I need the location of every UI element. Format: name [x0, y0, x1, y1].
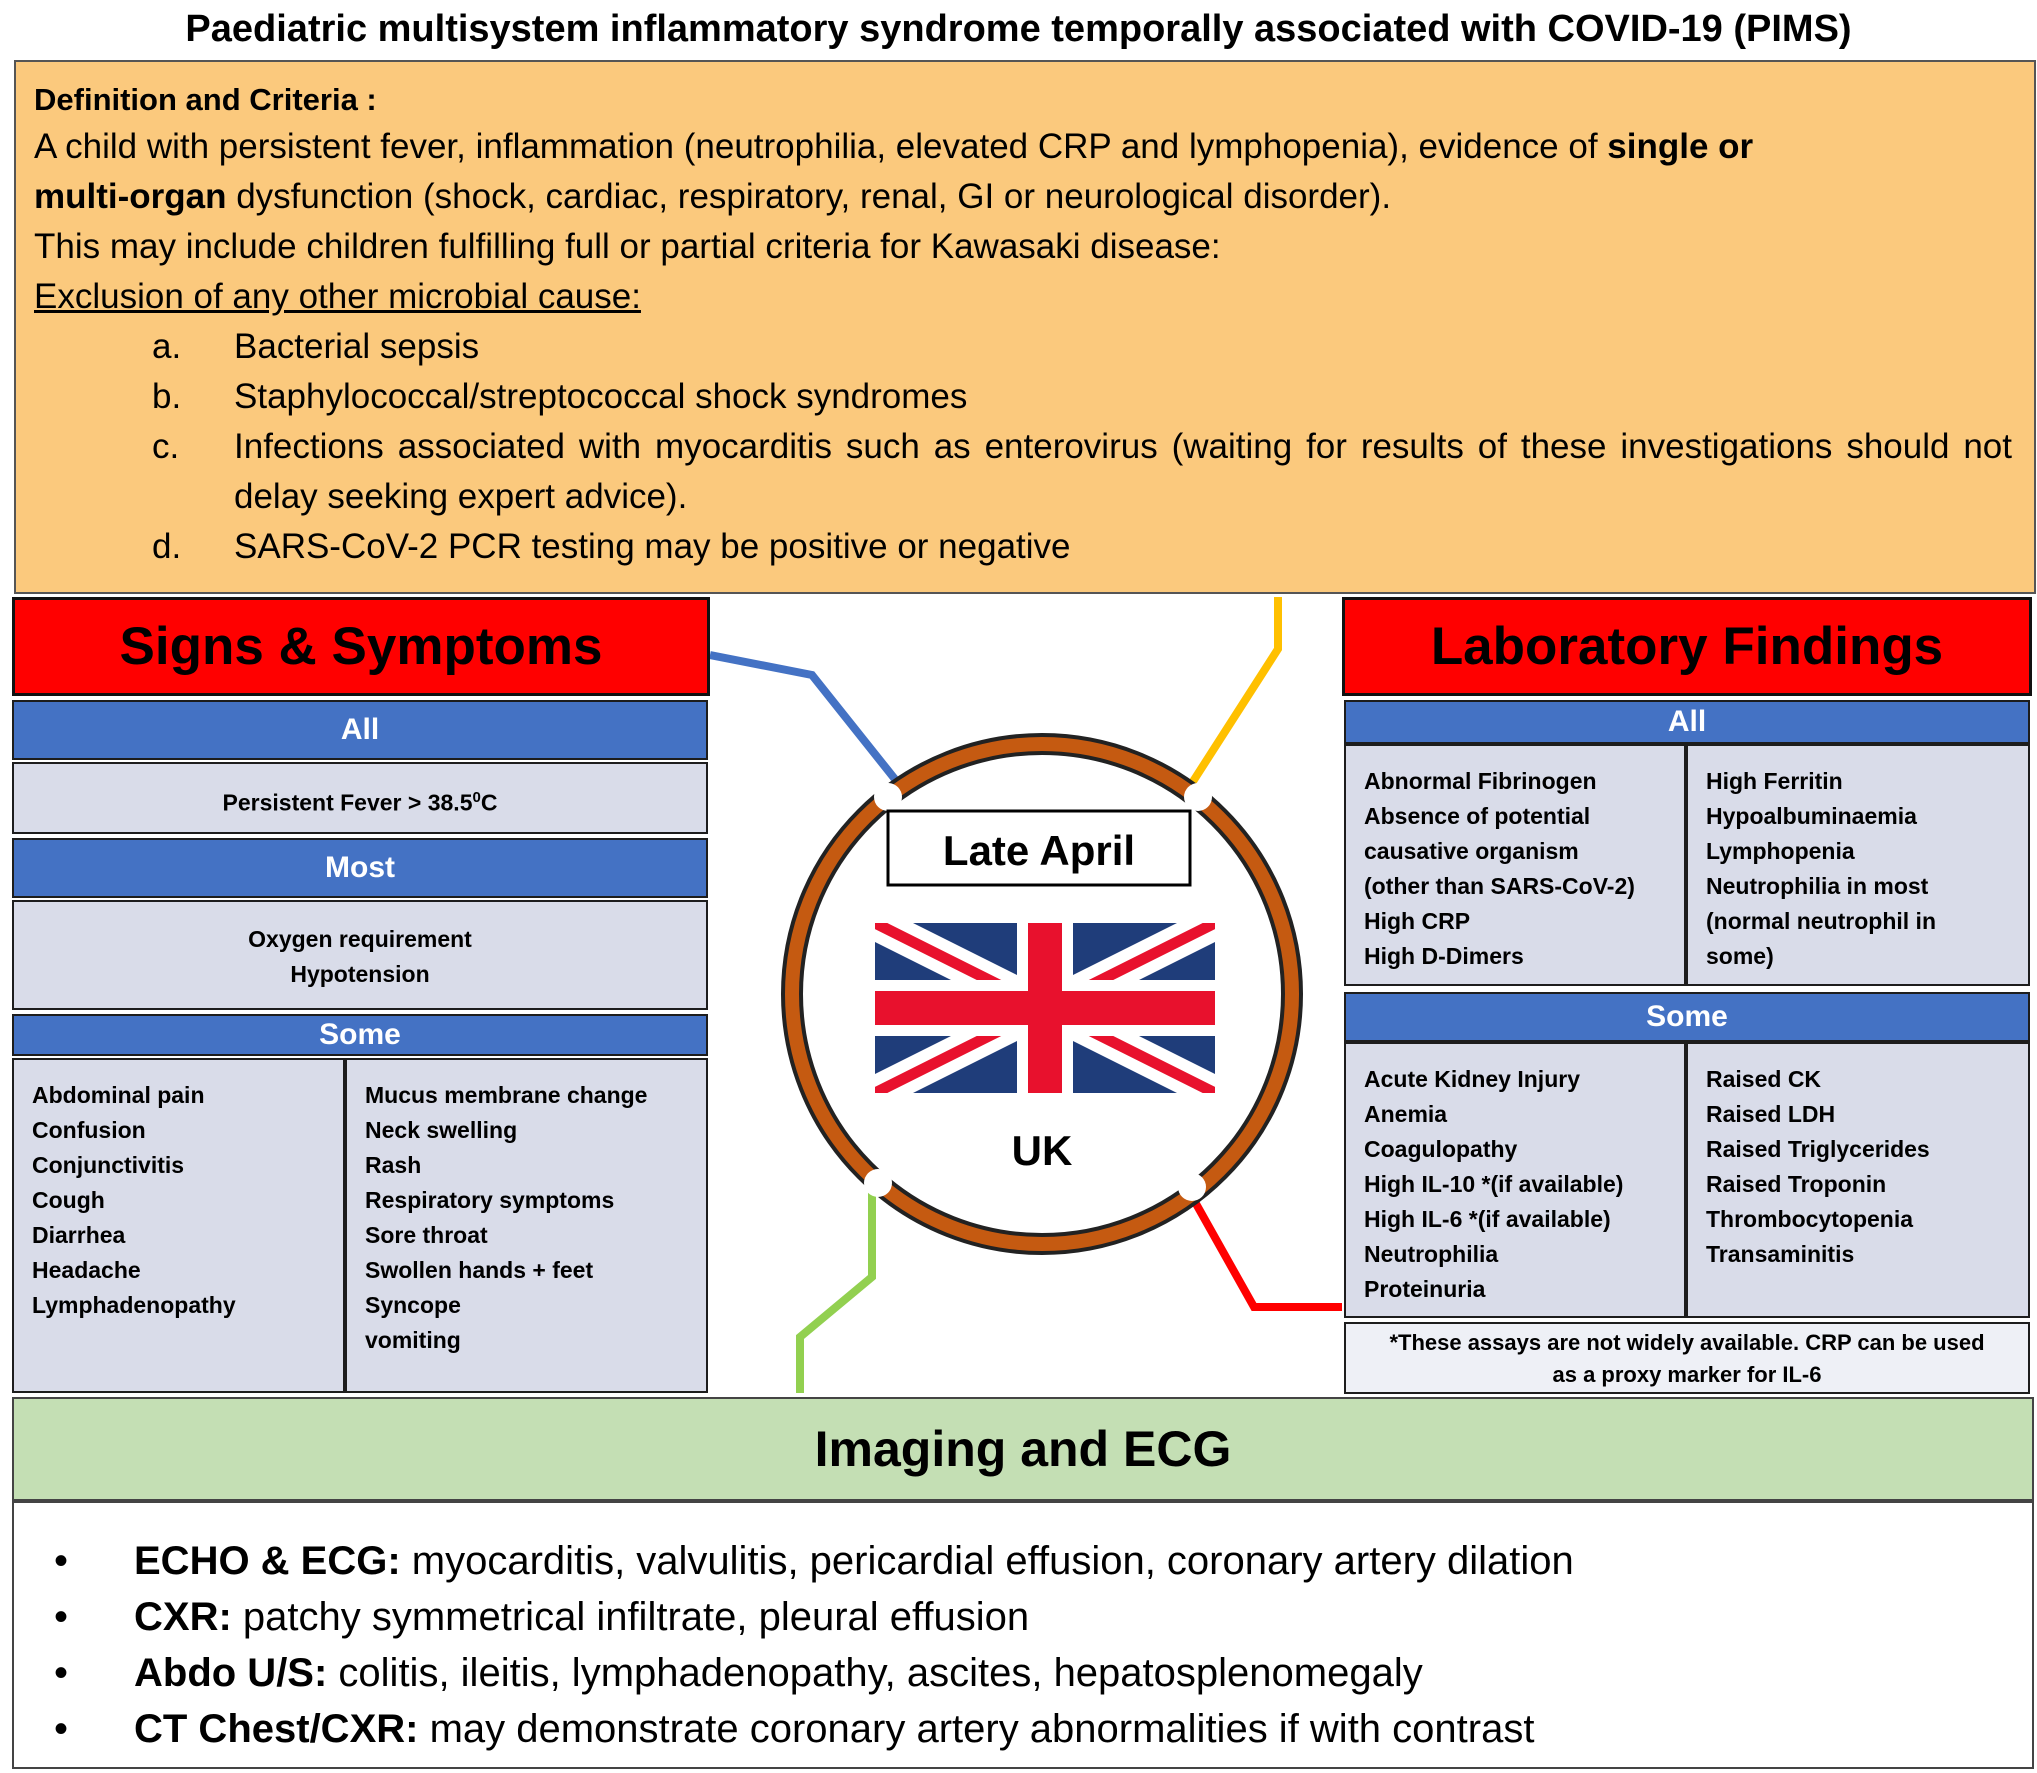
- list-item: Anemia: [1364, 1101, 1448, 1127]
- list-item: some): [1706, 943, 1774, 969]
- list-item: Headache: [32, 1257, 141, 1283]
- list-item: Abnormal Fibrinogen: [1364, 768, 1597, 794]
- lab-all-col1: [1344, 744, 1686, 986]
- list-item: causative organism: [1364, 838, 1579, 864]
- list-item: Raised Troponin: [1706, 1171, 1887, 1197]
- list-item: Lymphopenia: [1706, 838, 1855, 864]
- lab-findings-title: Laboratory Findings: [1342, 597, 2032, 696]
- imaging-item: • CT Chest/CXR: may demonstrate coronary artery abnormalities if with contrast: [54, 1707, 1535, 1751]
- lab-some-header: Some: [1344, 992, 2030, 1042]
- definition-bold-multi: multi-organ: [34, 177, 227, 216]
- list-item: Neck swelling: [365, 1117, 518, 1143]
- list-item: High CRP: [1364, 908, 1471, 934]
- criteria-item: d. SARS-CoV-2 PCR testing may be positive or negative: [152, 527, 1071, 566]
- definition-text: [34, 122, 2012, 222]
- signs-all-header: All: [12, 700, 708, 760]
- list-item: Sore throat: [365, 1222, 488, 1248]
- list-item: vomiting: [365, 1327, 461, 1353]
- signs-symptoms-title: Signs & Symptoms: [12, 597, 710, 696]
- definition-line1: A child with persistent fever, inflammation (neutrophilia, elevated CRP and lymphopenia), evidence of: [34, 127, 1608, 166]
- list-item: High Ferritin: [1706, 768, 1843, 794]
- signs-most-item: Hypotension: [290, 961, 430, 987]
- criteria-list: [34, 322, 2012, 572]
- list-item: Diarrhea: [32, 1222, 126, 1248]
- list-item: Proteinuria: [1364, 1276, 1486, 1302]
- imaging-item: • Abdo U/S: colitis, ileitis, lymphadenopathy, ascites, hepatosplenomegaly: [54, 1651, 1423, 1695]
- ring-gap: [874, 783, 902, 811]
- list-item: Hypoalbuminaemia: [1706, 803, 1917, 829]
- list-item: Raised LDH: [1706, 1101, 1836, 1127]
- imaging-item: • CXR: patchy symmetrical infiltrate, pleural effusion: [54, 1595, 1030, 1639]
- criteria-item: b. Staphylococcal/streptococcal shock syndromes: [152, 377, 968, 416]
- list-item: Neutrophilia: [1364, 1241, 1499, 1267]
- center-panel: [710, 597, 1342, 1393]
- lab-all-col2: [1686, 744, 2030, 986]
- list-item: High IL-10 *(if available): [1364, 1171, 1624, 1197]
- list-item: Coagulopathy: [1364, 1136, 1518, 1162]
- ring-gap: [1184, 783, 1212, 811]
- definition-bold-single: single or: [1607, 127, 1754, 166]
- imaging-list: [12, 1501, 2034, 1769]
- criteria-item: c. Infections associated with myocarditis such as enterovirus (waiting for results of these investigations should not delay seeking expert advice).: [152, 427, 2012, 516]
- lab-some-col1: [1344, 1042, 1686, 1318]
- list-item: (normal neutrophil in: [1706, 908, 1936, 934]
- signs-some-col2: [345, 1058, 708, 1393]
- list-item: Raised Triglycerides: [1706, 1136, 1930, 1162]
- list-item: High D-Dimers: [1364, 943, 1524, 969]
- list-item: Acute Kidney Injury: [1364, 1066, 1580, 1092]
- list-item: Confusion: [32, 1117, 146, 1143]
- list-item: Abdominal pain: [32, 1082, 205, 1108]
- uk-flag-icon: [875, 923, 1215, 1093]
- list-item: Cough: [32, 1187, 105, 1213]
- signs-most-list: [12, 900, 708, 1010]
- country-label: UK: [1011, 1127, 1073, 1174]
- list-item: Swollen hands + feet: [365, 1257, 594, 1283]
- list-item: Neutrophilia in most: [1706, 873, 1929, 899]
- page-title: Paediatric multisystem inflammatory syndrome temporally associated with COVID-19 (PIMS): [185, 8, 1852, 50]
- definition-kawasaki: This may include children fulfilling full or partial criteria for Kawasaki disease:: [34, 227, 1221, 266]
- red-connector-line: [1190, 1193, 1342, 1307]
- exclusion-heading: Exclusion of any other microbial cause:: [34, 277, 641, 316]
- green-connector-line: [800, 1175, 872, 1393]
- yellow-connector-line: [1192, 597, 1278, 783]
- list-item: Absence of potential: [1364, 803, 1591, 829]
- date-label: Late April: [942, 827, 1136, 874]
- definition-line2: dysfunction (shock, cardiac, respiratory, renal, GI or neurological disorder).: [226, 177, 1392, 216]
- definition-heading: Definition and Criteria :: [34, 82, 377, 117]
- list-item: High IL-6 *(if available): [1364, 1206, 1611, 1232]
- list-item: Raised CK: [1706, 1066, 1822, 1092]
- center-graphic: [710, 597, 1342, 1393]
- definition-box: [14, 60, 2036, 594]
- signs-most-header: Most: [12, 838, 708, 898]
- lab-footnote: *These assays are not widely available. CRP can be used as a proxy marker for IL-6: [1344, 1322, 2030, 1394]
- list-item: Thrombocytopenia: [1706, 1206, 1914, 1232]
- list-item: Respiratory symptoms: [365, 1187, 615, 1213]
- list-item: Transaminitis: [1706, 1241, 1855, 1267]
- list-item: Lymphadenopathy: [32, 1292, 236, 1318]
- list-item: Rash: [365, 1152, 422, 1178]
- imaging-title: Imaging and ECG: [12, 1397, 2034, 1501]
- ring-gap: [1178, 1173, 1206, 1201]
- signs-some-col1: [12, 1058, 345, 1393]
- criteria-item: a. Bacterial sepsis: [152, 327, 480, 366]
- list-item: Syncope: [365, 1292, 461, 1318]
- signs-some-header: Some: [12, 1014, 708, 1056]
- lab-all-header: All: [1344, 700, 2030, 744]
- list-item: Mucus membrane change: [365, 1082, 648, 1108]
- signs-most-item: Oxygen requirement: [248, 926, 472, 952]
- blue-connector-line: [710, 655, 898, 783]
- lab-some-col2: [1686, 1042, 2030, 1318]
- list-item: Conjunctivitis: [32, 1152, 185, 1178]
- ring-gap: [864, 1169, 892, 1197]
- list-item: (other than SARS-CoV-2): [1364, 873, 1635, 899]
- signs-all-item: Persistent Fever > $38.5^0C$: [12, 762, 708, 834]
- imaging-item: • ECHO & ECG: myocarditis, valvulitis, pericardial effusion, coronary artery dilation: [54, 1539, 1574, 1583]
